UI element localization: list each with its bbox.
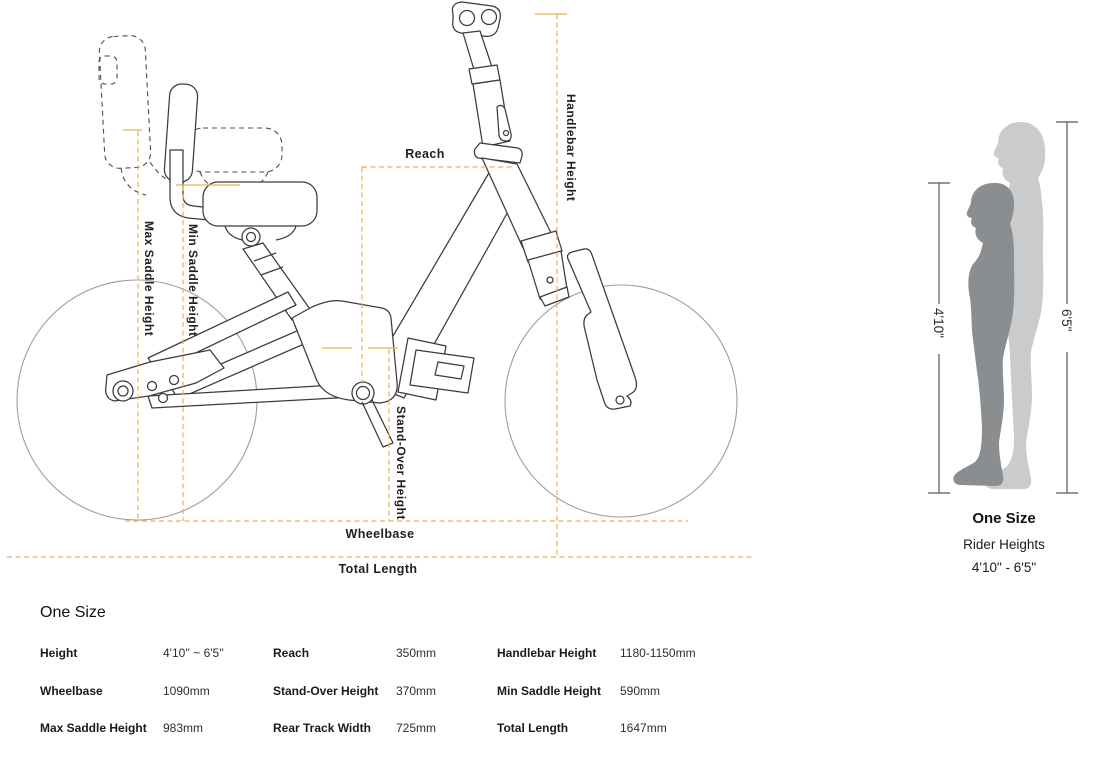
saddle	[203, 182, 317, 226]
kickstand	[362, 400, 393, 447]
spec-value: 350mm	[396, 646, 437, 660]
spec-label: Stand-Over Height	[273, 683, 379, 698]
spec-value: 370mm	[396, 683, 437, 698]
rider-silhouettes	[953, 122, 1045, 489]
spec-value: 590mm	[620, 683, 661, 698]
rider-panel-range: 4'10" - 6'5"	[971, 560, 1037, 575]
stand-over-height-label: Stand-Over Height	[394, 406, 408, 520]
spec-label: Reach	[273, 646, 310, 660]
spec-label: Height	[40, 646, 78, 660]
front-fork	[568, 249, 637, 409]
spec-label: Min Saddle Height	[497, 683, 602, 698]
dimension-lines	[7, 14, 755, 557]
reach-label: Reach	[405, 147, 445, 161]
wheelbase-label: Wheelbase	[345, 527, 415, 541]
rider-panel-title: One Size	[972, 510, 1036, 527]
short-rider-height-label: 4'10"	[931, 308, 946, 338]
tall-rider-height-label: 6'5"	[1059, 309, 1074, 332]
max-saddle-height-label: Max Saddle Height	[142, 221, 156, 337]
spec-table-title: One Size	[40, 604, 106, 621]
short-rider-silhouette	[953, 183, 1014, 486]
spec-value: 4'10'' ~ 6'5''	[163, 646, 224, 660]
min-saddle-height-label: Min Saddle Height	[186, 224, 200, 337]
spec-label: Max Saddle Height	[40, 721, 147, 735]
spec-value: 1090mm	[163, 683, 210, 698]
total-length-label: Total Length	[338, 562, 418, 576]
spec-label: Wheelbase	[40, 683, 103, 698]
spec-value: 1647mm	[620, 721, 667, 735]
spec-value: 725mm	[396, 721, 437, 735]
spec-label: Handlebar Height	[497, 646, 597, 660]
spec-value: 983mm	[163, 721, 204, 735]
spec-label: Rear Track Width	[273, 721, 371, 735]
handlebar-height-label: Handlebar Height	[564, 94, 578, 202]
spec-label: Total Length	[497, 721, 569, 735]
rider-panel-subtitle: Rider Heights	[963, 537, 1045, 552]
spec-table	[40, 646, 735, 759]
spec-value: 1180-1150mm	[620, 646, 696, 660]
